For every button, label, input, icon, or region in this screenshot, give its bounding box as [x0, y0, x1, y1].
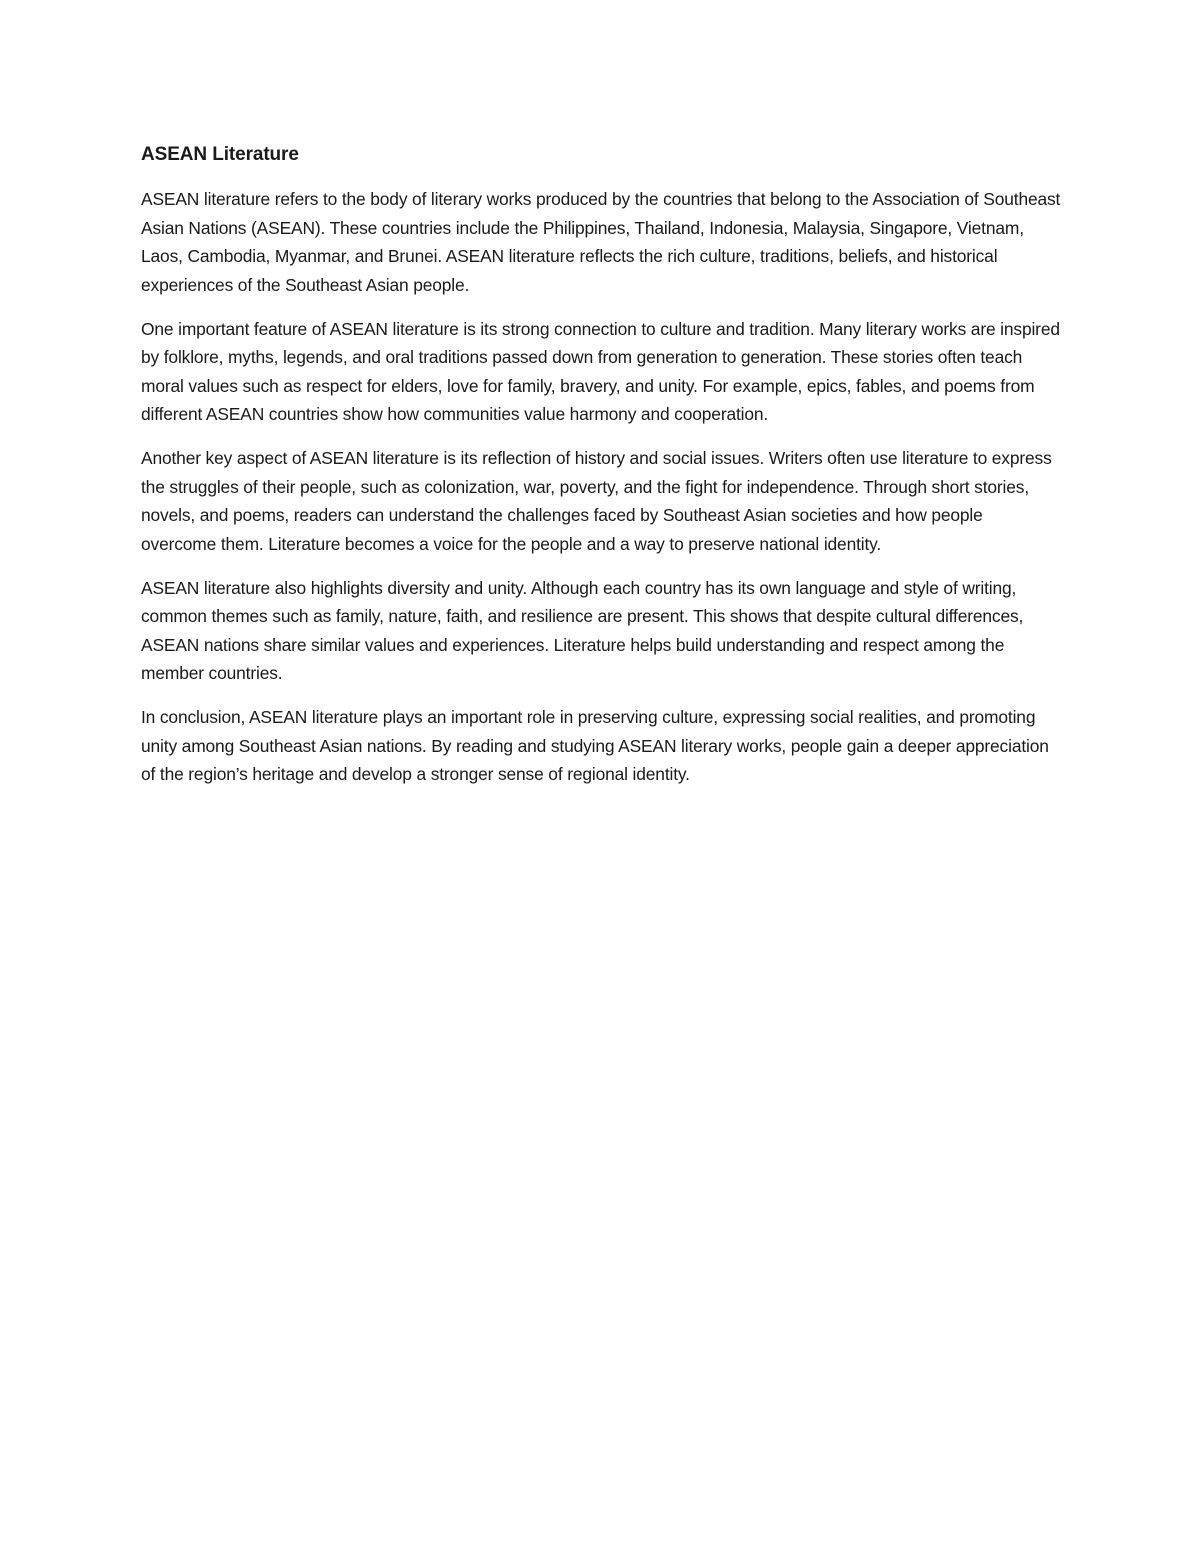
paragraph-diversity-unity: ASEAN literature also highlights diversity and unity. Although each country has its own language and style of writing, common themes such as family, nature, faith, and resilience are present. This shows that despite cultural differences, ASEAN nations share similar values and experiences. Literature helps build understanding and respect among the member countries. [141, 577, 1024, 683]
document-body [141, 140, 1061, 804]
paragraph-introduction: ASEAN literature refers to the body of literary works produced by the countries that belong to the Association of Southeast Asian Nations (ASEAN). These countries include the Philippines, Thailand, Indonesia, Malaysia, Singapore, Vietnam, Laos, Cambodia, Myanmar, and Brunei. ASEAN literature reflects the rich culture, traditions, beliefs, and historical experiences of the Southeast Asian people. [141, 189, 1061, 295]
paragraph-conclusion: In conclusion, ASEAN literature plays an important role in preserving culture, expressing social realities, and promoting unity among Southeast Asian nations. By reading and studying ASEAN literary works, people gain a deeper appreciation of the region’s heritage and develop a stronger sense of regional identity. [141, 707, 1049, 784]
paragraph-history-social-issues: Another key aspect of ASEAN literature is its reflection of history and social issues. Writers often use literature to express the struggles of their people, such as colonization, war, poverty, and the fight for independence. Through short stories, novels, and poems, readers can understand the challenges faced by Southeast Asian societies and how people overcome them. Literature becomes a voice for the people and a way to preserve national identity. [141, 448, 1052, 554]
document-title: ASEAN Literature [141, 144, 299, 165]
paragraph-culture-tradition: One important feature of ASEAN literature is its strong connection to culture and tradition. Many literary works are inspired by folklore, myths, legends, and oral traditions passed down from generation to generation. These stories often teach moral values such as respect for elders, love for family, bravery, and unity. For example, epics, fables, and poems from different ASEAN countries show how communities value harmony and cooperation. [141, 318, 1060, 424]
